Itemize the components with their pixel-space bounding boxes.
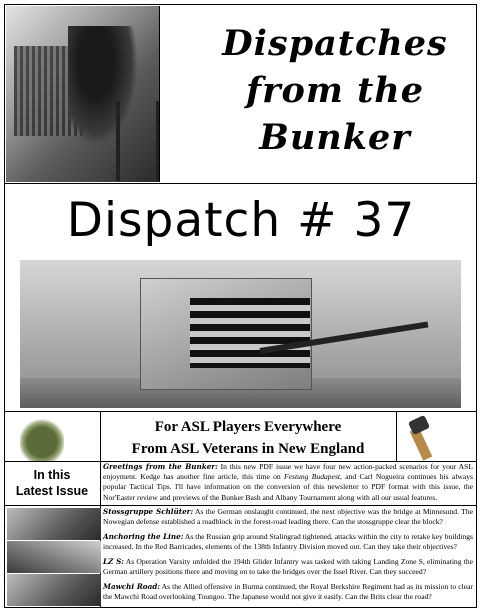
masthead-divider: [5, 183, 476, 184]
scenario-item: [103, 557, 473, 577]
scenario-text: As the Allied offensive in Burma continued, the Royal Berkshire Regiment had as its mission to clear the Mawchi Road overlooking Toungoo. The Japanese would not give it easily. Can the Brits clear the road?: [103, 582, 473, 602]
scenario-item: [103, 582, 473, 602]
intro-divider: [5, 505, 476, 506]
radio-operator-photo: [6, 6, 160, 182]
scenario-heading: Anchoring the Line:: [103, 532, 184, 541]
field-bag-photo: [20, 418, 64, 462]
scenario-thumbnail-1: [7, 508, 101, 540]
scenario-heading: LZ S:: [103, 557, 124, 566]
bunker-photo: [20, 260, 461, 408]
scenario-text: As Operation Varsity unfolded the 194th Glider Infantry was tasked with taking Landing Zone S, eliminating the German artillery positions there and moving on to take the bridges over the Issel River. Can they succeed?: [103, 557, 473, 577]
intro-paragraph: [103, 462, 473, 503]
intro-heading: Greetings from the Bunker:: [103, 462, 218, 471]
tagline-line-2: From ASL Veterans in New England: [131, 441, 365, 457]
scenario-heading: Stossgruppe Schlüter:: [103, 507, 194, 516]
stick-grenade-photo: [402, 414, 442, 462]
scenario-thumbnail-2: [7, 541, 101, 573]
scenario-heading: Mawchi Road:: [103, 582, 160, 591]
intro-text-b: , and Carl Nogueira continues his always popular Tactical Tips. I'll have information on the conversion of this newsletter to PDF format with this issue, the Nor'Easter review and previews of the Bunker Bash and Albany Tournament along with all our usual features.: [103, 472, 473, 502]
scenario-text: As the German onslaught continued, the next objective was the bridge at Minnesund. The Nowegian defense established a roadblock in the forest-road leading there. Can the stossgruppe clear the block?: [103, 507, 473, 527]
masthead-title: Dispatches from the Bunker: [222, 23, 448, 158]
tagline-left-rule: [100, 411, 101, 461]
intro-text-a: In this new PDF issue we have four new action-packed scenarios for your ASL enjoyment. Kedge has another fine article, this time on: [103, 462, 473, 482]
tagline: [102, 416, 394, 460]
scenario-thumbnail-3: [7, 574, 101, 606]
scenario-item: [103, 532, 473, 552]
latest-issue-label: In this Latest Issue: [15, 468, 89, 498]
photo-divider: [5, 411, 476, 412]
intro-emphasis: Festung Budapest: [284, 472, 341, 482]
tagline-right-rule: [396, 411, 397, 461]
issue-number: Dispatch # 37: [66, 193, 416, 248]
scenario-text: As the Russian grip around Stalingrad tightened, attacks within the city to retake key buildings increased. In the Red Barricades, elements of the 138th Infantry Division moved out. Can they take their objectives?: [103, 532, 474, 552]
tagline-line-1: For ASL Players Everywhere: [154, 419, 342, 435]
scenario-item: [103, 507, 473, 527]
